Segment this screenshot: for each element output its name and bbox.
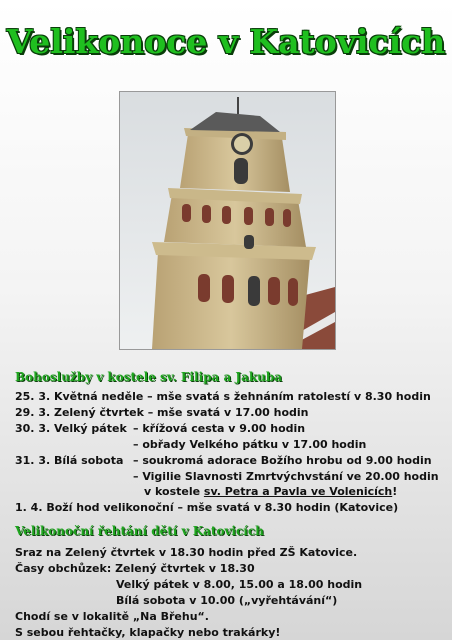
service-line-5-detail: – soukromá adorace Božího hrobu od 9.00 hodin — [133, 454, 432, 467]
services-heading: Bohoslužby v kostele sv. Filipa a Jakuba — [15, 370, 283, 384]
service-line-1: 25. 3. Květná neděle – mše svatá s žehnáním ratolestí v 8.30 hodin — [15, 390, 431, 403]
service-line-7-prefix: v kostele — [144, 485, 204, 498]
service-line-2: 29. 3. Zelený čtvrtek – mše svatá v 17.00 hodin — [15, 406, 309, 419]
service-line-5-date: 31. 3. Bílá sobota — [15, 454, 124, 467]
voleni-church-link: sv. Petra a Pavla ve Volenicích — [203, 485, 393, 498]
rattles-line-5: Chodí se v lokalitě „Na Břehu“. — [15, 610, 209, 623]
service-line-3-date: 30. 3. Velký pátek — [15, 422, 127, 435]
church-tower-photo — [119, 91, 336, 350]
rattles-line-3: Velký pátek v 8.00, 15.00 a 18.00 hodin — [116, 578, 363, 591]
rattles-line-1: Sraz na Zelený čtvrtek v 18.30 hodin před ZŠ Katovice. — [15, 546, 358, 559]
rattles-line-4: Bílá sobota v 10.00 („vyřehtávání“) — [116, 594, 338, 607]
service-line-7 — [144, 485, 397, 498]
service-line-4: – obřady Velkého pátku v 17.00 hodin — [133, 438, 367, 451]
service-line-8: 1. 4. Boží hod velikonoční – mše svatá v 8.30 hodin (Katovice) — [15, 501, 399, 514]
rattles-line-2: Časy obchůzek: Zelený čtvrtek v 18.30 — [15, 562, 255, 575]
rattles-line-6: S sebou řehtačky, klapačky nebo trakárky! — [15, 626, 281, 639]
service-line-3-detail: – křížová cesta v 9.00 hodin — [133, 422, 306, 435]
service-line-6: – Vigilie Slavnosti Zmrtvýchvstání ve 20.00 hodin — [133, 470, 439, 483]
rattles-heading: Velikonoční řehtání dětí v Katovicích — [15, 524, 264, 538]
church-tower-image — [120, 92, 335, 349]
service-line-7-suffix: ! — [392, 485, 398, 498]
page-title: Velikonoce v Katovicích — [6, 22, 446, 61]
